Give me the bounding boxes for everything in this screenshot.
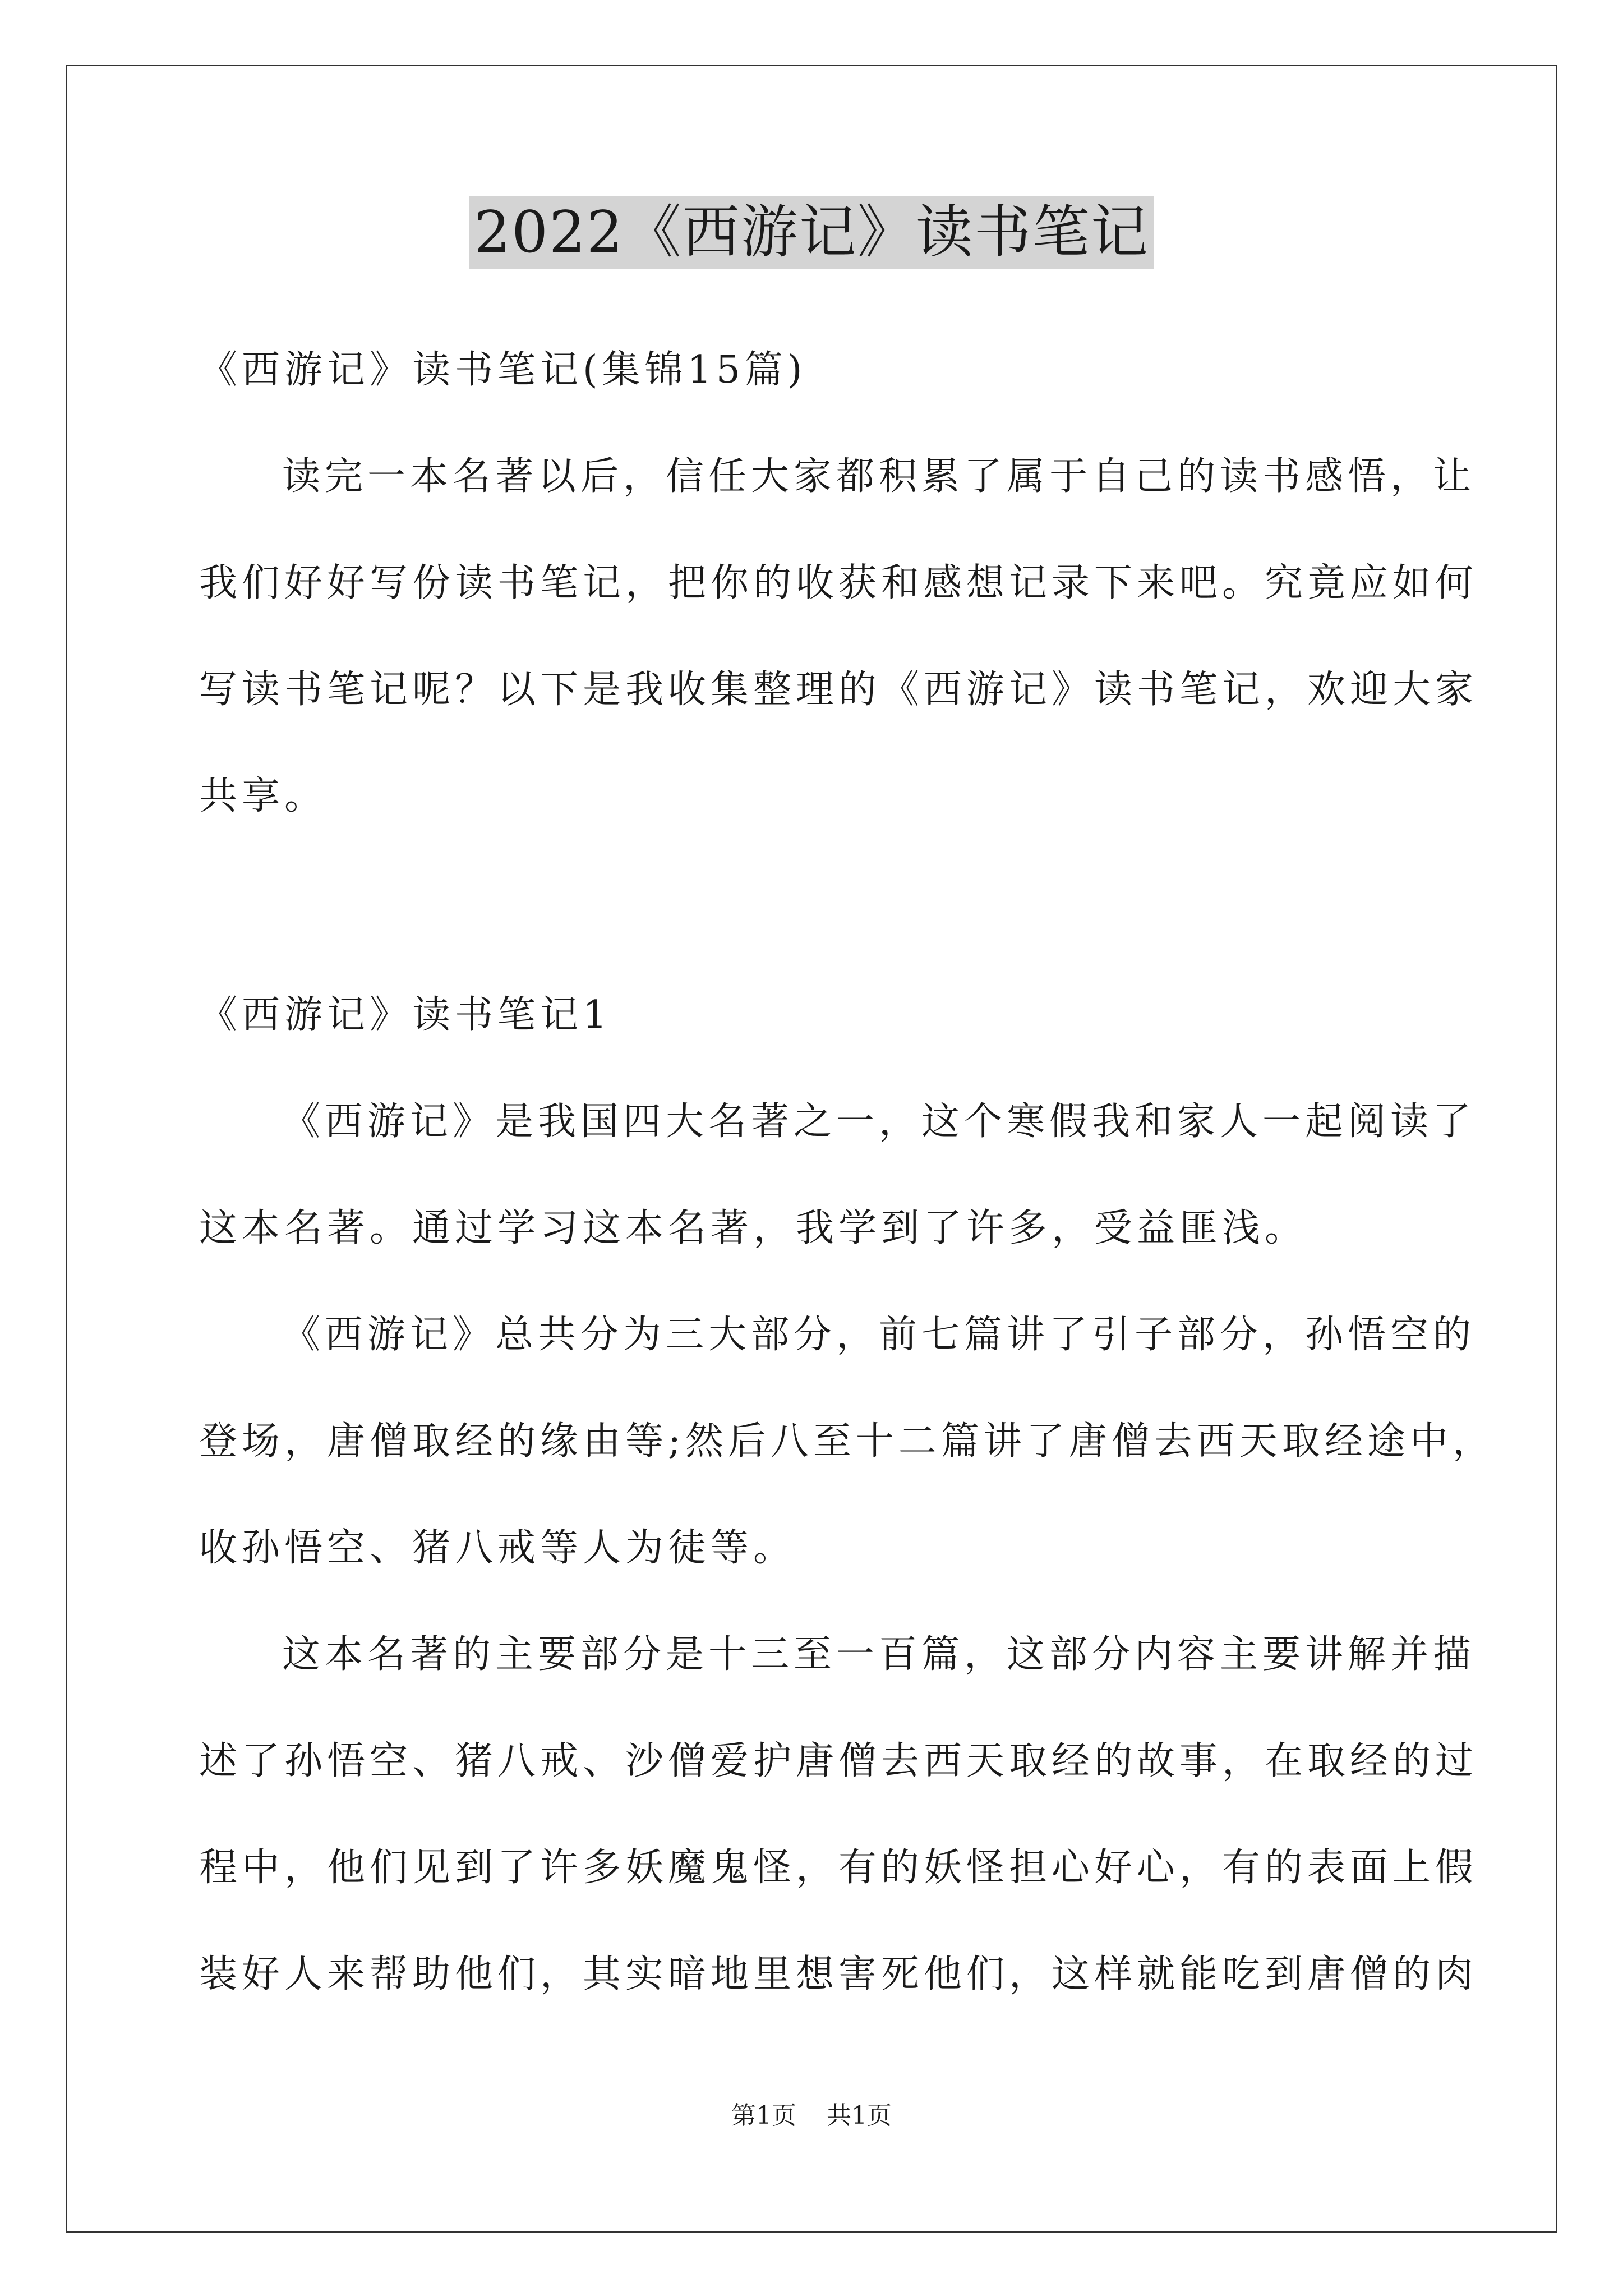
document-title: 2022《西游记》读书笔记 <box>469 196 1154 269</box>
paragraph-line: 《西游记》是我国四大名著之一，这个寒假我和家人一起阅读了 <box>282 1099 1476 1144</box>
subtitle: 《西游记》读书笔记(集锦15篇) <box>199 348 807 392</box>
section1-paragraph-3 <box>199 1602 1478 2028</box>
section1-paragraph-2 <box>199 1282 1495 1602</box>
paragraph-line: 这本名著的主要部分是十三至一百篇，这部分内容主要讲解并描 <box>282 1632 1476 1677</box>
paragraph-line: 收孙悟空、猪八戒等人为徒等。 <box>199 1526 796 1570</box>
paragraph-line: 程中，他们见到了许多妖魔鬼怪，有的妖怪担心好心，有的表面上假 <box>199 1846 1478 1890</box>
paragraph-line: 装好人来帮助他们，其实暗地里想害死他们，这样就能吃到唐僧的肉 <box>199 1952 1478 1996</box>
intro-line: 共享。 <box>199 774 328 818</box>
section-heading: 《西游记》读书笔记1 <box>199 993 612 1037</box>
page-footer <box>0 2099 1623 2133</box>
intro-paragraph <box>199 424 1478 850</box>
paragraph-line: 登场，唐僧取经的缘由等;然后八至十二篇讲了唐僧去西天取经途中， <box>199 1419 1495 1464</box>
paragraph-line: 述了孙悟空、猪八戒、沙僧爱护唐僧去西天取经的故事，在取经的过 <box>199 1739 1478 1783</box>
page-total: 共1页 <box>827 2101 892 2130</box>
intro-line: 写读书笔记呢？以下是我收集整理的《西游记》读书笔记，欢迎大家 <box>199 668 1478 712</box>
section-gap <box>199 850 1430 962</box>
paragraph-line: 这本名著。通过学习这本名著，我学到了许多，受益匪浅。 <box>199 1206 1308 1250</box>
page-number: 第1页 <box>731 2101 796 2130</box>
intro-line: 读完一本名著以后，信任大家都积累了属于自己的读书感悟，让 <box>282 454 1476 499</box>
document-body <box>199 317 1495 2028</box>
paragraph-line: 《西游记》总共分为三大部分，前七篇讲了引子部分，孙悟空的 <box>282 1313 1476 1357</box>
section1-paragraph-1 <box>199 1069 1476 1282</box>
intro-line: 我们好好写份读书笔记，把你的收获和感想记录下来吧。究竟应如何 <box>199 561 1478 605</box>
title-wrap <box>0 196 1623 269</box>
